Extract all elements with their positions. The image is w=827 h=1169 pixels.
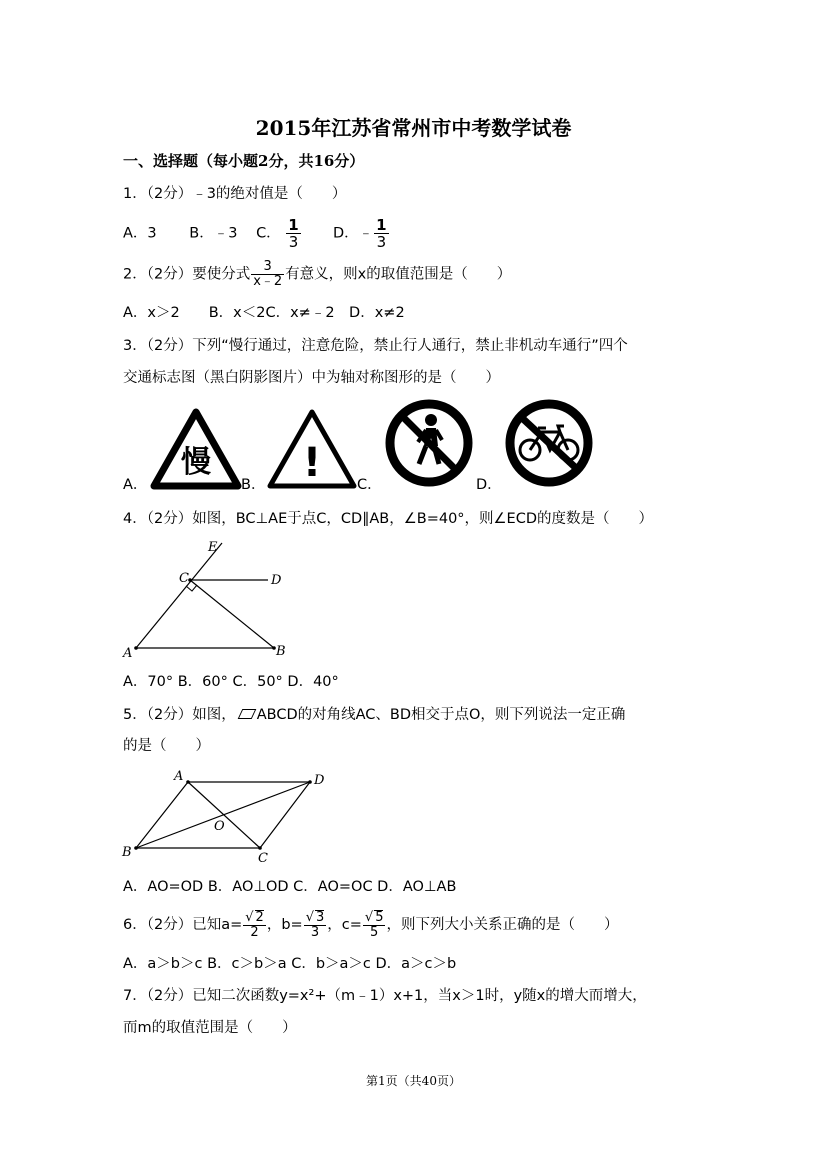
q5-figure: [118, 768, 333, 866]
label-e: E: [208, 540, 218, 555]
label-o: O: [214, 819, 225, 834]
question-2-options: A．x＞2 B．x＜2C．x≠﹣2 D．x≠2: [123, 305, 405, 321]
q1-option-d-minus: ﹣: [358, 225, 374, 242]
label-c: C: [258, 851, 268, 866]
question-7-line-1: 7．（2分）已知二次函数y=x²+（m﹣1）x+1，当x＞1时，y随x的增大而增大，: [123, 988, 647, 1004]
question-4-options: A．70° B．60° C．50° D．40°: [123, 674, 339, 690]
q1-option-c-fraction: $\frac{1}{3}$: [288, 216, 299, 251]
question-4-stem: 4．（2分）如图，BC⊥AE于点C，CD∥AB，∠B=40°，则∠ECD的度数是（ ）: [123, 511, 654, 527]
question-1-stem: 1．（2分）﹣3的绝对值是（ ）: [123, 186, 347, 202]
q3-label-b: B．: [241, 477, 266, 493]
question-6-stem: 6．（2分）已知a= $\frac{√ 2}{2}$ ，b= $\frac{√ 3}{3}$ ，c= $\frac{√ 5}{5}$ ，则下列大小关系正确的是（ ）: [123, 910, 619, 940]
question-2-stem: 2．（2分）要使分式 $\frac{3}{x﹣2}$ 有意义，则x的取值范围是（ ）: [123, 259, 512, 289]
q4-figure: [120, 535, 300, 663]
danger-sign-figure: [266, 408, 358, 490]
label-b: B: [276, 644, 286, 659]
q3-label-c: C．: [357, 477, 382, 493]
question-7-line-2: 而m的取值范围是（ ）: [123, 1020, 297, 1036]
no-pedestrian-sign-figure: [384, 398, 474, 488]
label-c: C: [179, 571, 189, 586]
label-b: B: [122, 845, 132, 860]
no-bicycle-sign-figure: [500, 398, 598, 488]
label-a: A: [174, 769, 184, 784]
question-3-line-1: 3．（2分）下列“慢行通过，注意危险，禁止行人通行，禁止非机动车通行”四个: [123, 338, 628, 354]
q1-option-d: D．: [332, 225, 359, 242]
exclamation-char: !: [302, 440, 322, 486]
q1-option-a: A．3: [123, 225, 157, 242]
section-heading: 一、选择题（每小题2分，共16分）: [123, 152, 365, 170]
q2-fraction: $\frac{3}{x﹣2}$: [253, 259, 283, 289]
page-footer: 第1页（共40页）: [366, 1074, 461, 1088]
q1-option-b: B．﹣3: [189, 225, 238, 242]
question-5-line-2: 的是（ ）: [123, 738, 210, 754]
segment-cb: [190, 580, 274, 648]
q1-option-c: C．: [256, 225, 281, 242]
q3-label-d: D．: [476, 477, 502, 493]
label-d: D: [314, 773, 325, 788]
slow-char: 慢: [181, 445, 211, 480]
q6-frac-a: $\frac{√ 2}{2}$: [245, 910, 264, 940]
q6-frac-c: $\frac{√ 5}{5}$: [364, 910, 384, 940]
parallelogram-icon: [237, 709, 256, 719]
q3-label-a: A．: [123, 477, 148, 493]
label-a: A: [123, 646, 133, 661]
label-d: D: [271, 573, 282, 588]
q1-option-d-fraction: $\frac{1}{3}$: [376, 216, 387, 251]
question-1-options: [123, 217, 390, 250]
q6-frac-b: $\frac{√ 3}{3}$: [305, 910, 325, 940]
slow-sign-figure: [150, 408, 242, 490]
question-5-stem: 5．（2分）如图， ABCD的对角线AC、BD相交于点O，则下列说法一定正确: [123, 707, 626, 723]
question-5-options: A．AO=OD B．AO⊥OD C．AO=OC D．AO⊥AB: [123, 879, 457, 895]
question-3-line-2: 交通标志图（黑白阴影图片）中为轴对称图形的是（ ）: [123, 370, 500, 386]
question-6-options: A．a＞b＞c B．c＞b＞a C．b＞a＞c D．a＞c＞b: [123, 956, 457, 972]
page-title: 2015年江苏省常州市中考数学试卷: [255, 116, 572, 140]
